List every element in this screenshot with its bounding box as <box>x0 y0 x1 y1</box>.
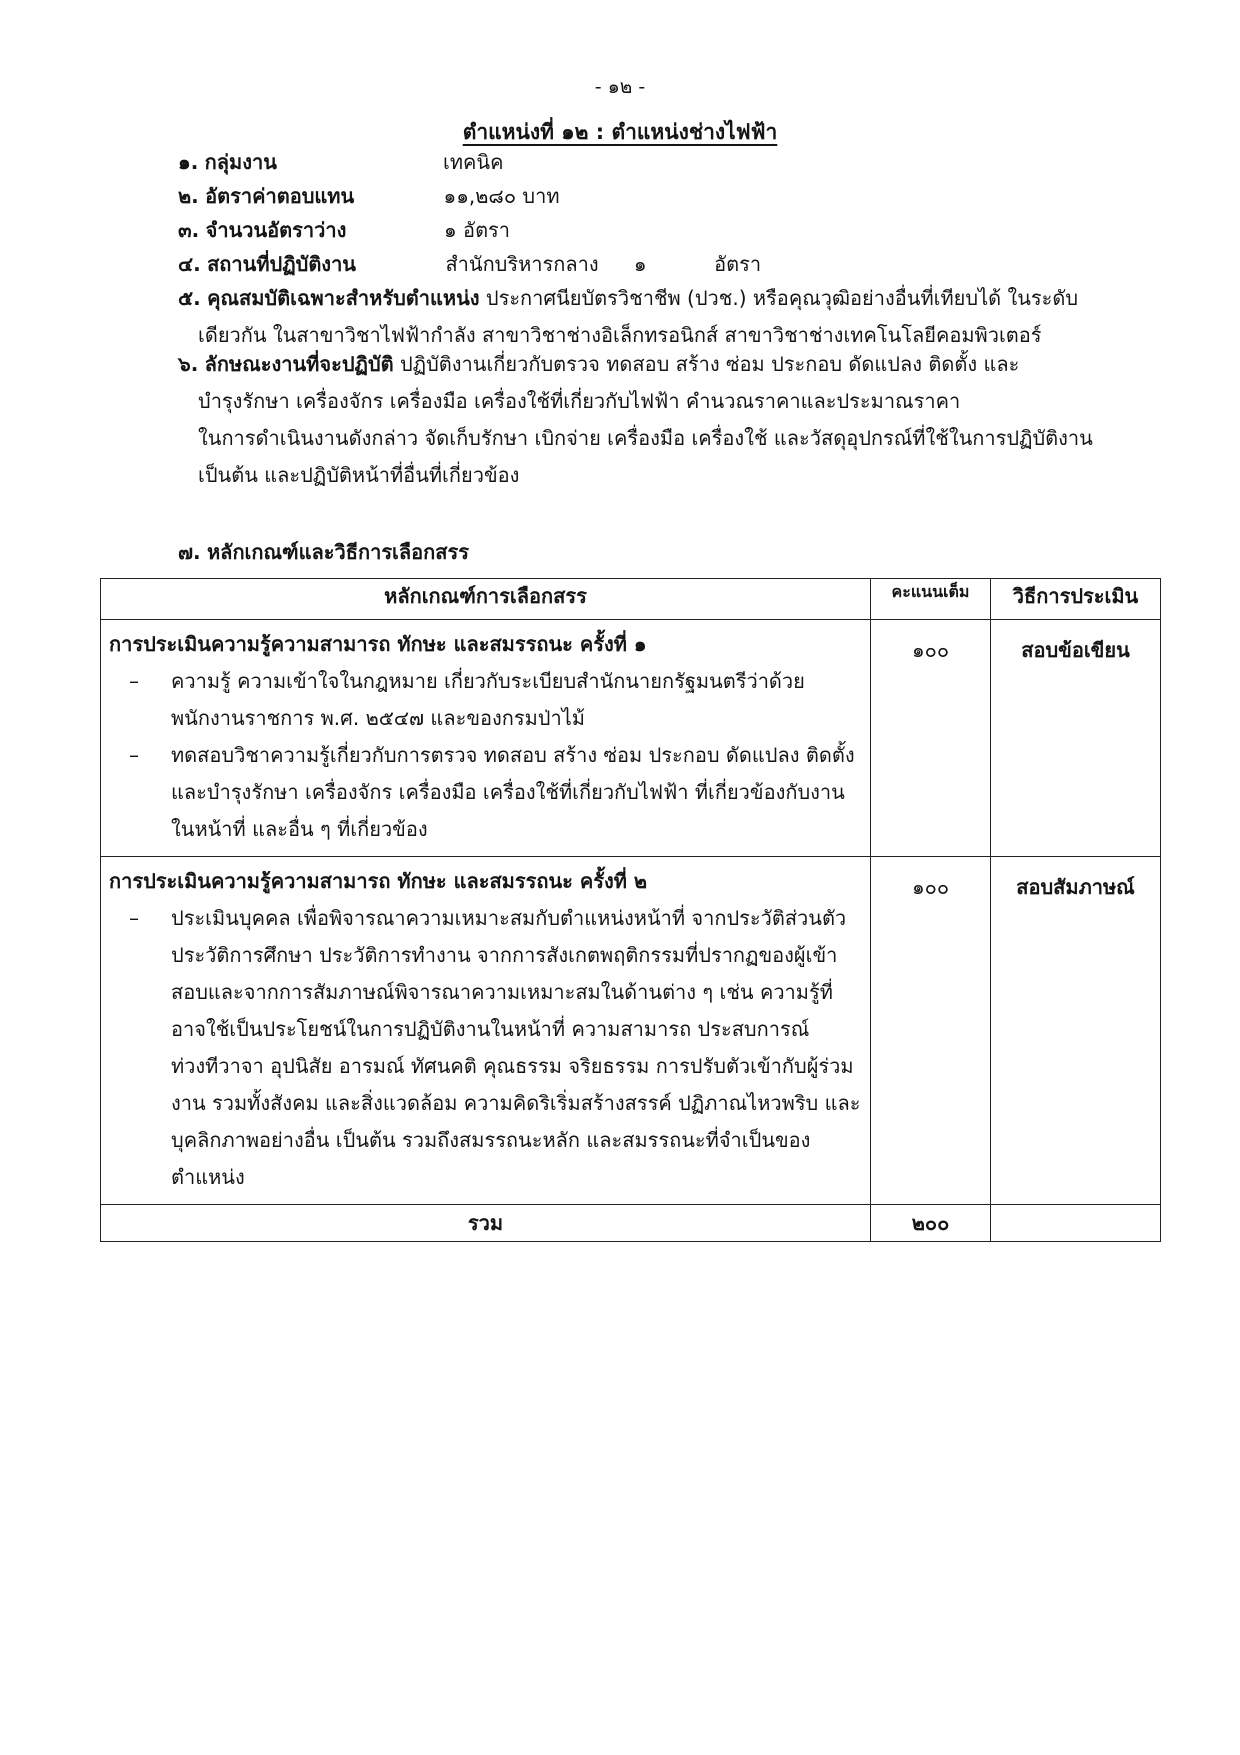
qualification-line-2: เดียวกัน ในสาขาวิชาไฟฟ้ากำลัง สาขาวิชาช่างอิเล็กทรอนิกส์ สาขาวิชาช่างเทคโนโลยีคอมพิวเตอร์ <box>198 323 1042 347</box>
item-label: จำนวนอัตราว่าง <box>205 218 347 242</box>
total-label: รวม <box>101 1205 871 1242</box>
item-label: สถานที่ปฏิบัติงาน <box>207 252 356 276</box>
item-unit: อัตรา <box>714 252 762 276</box>
item-work-group <box>178 146 503 178</box>
item-value: ๑ อัตรา <box>444 218 511 242</box>
item-number: ๒. <box>178 184 199 208</box>
table-row <box>101 857 1161 1205</box>
bullet-text: ประเมินบุคคล เพื่อพิจารณาความเหมาะสมกับตำแหน่งหน้าที่ จากประวัติส่วนตัว ประวัติการศึกษา ประวัติการทำงาน จากการสังเกตพฤติกรรมที่ปรากฏของผู้เข้าสอบและจากการสัมภาษณ์พิจารณาความเหมาะสมในด้านต่าง ๆ เช่น ความรู้ที่อาจใช้เป็นประโยชน์ในการปฏิบัติงานในหน้าที่ ความสามารถ ประสบการณ์ ท่วงทีวาจา อุปนิสัย อารมณ์ ทัศนคติ คุณธรรม จริยธรรม การปรับตัวเข้ากับผู้ร่วมงาน รวมทั้งสังคม และสิ่งแวดล้อม ความคิดริเริ่มสร้างสรรค์ ปฏิภาณไหวพริบ และบุคลิกภาพอย่างอื่น เป็นต้น รวมถึงสมรรถนะหลัก และสมรรถนะที่จำเป็นของตำแหน่ง <box>171 906 861 1189</box>
item-number: ๑. <box>178 150 199 174</box>
dash-bullet-icon: – <box>129 906 139 930</box>
bullet-text: ความรู้ ความเข้าใจในกฎหมาย เกี่ยวกับระเบียบสำนักนายกรัฐมนตรีว่าด้วยพนักงานราชการ พ.ศ. ๒๕๔๗ และของกรมป่าไม้ <box>171 669 805 730</box>
criteria-title: การประเมินความรู้ความสามารถ ทักษะ และสมรรถนะ ครั้งที่ ๒ <box>109 869 648 893</box>
item-vacancies <box>178 214 510 246</box>
criteria-bullets <box>109 900 862 1196</box>
item-number: ๓. <box>178 218 200 242</box>
score-cell: ๑๐๐ <box>871 857 991 1205</box>
total-row <box>101 1205 1161 1242</box>
duties-line-2: บำรุงรักษา เครื่องจักร เครื่องมือ เครื่องใช้ที่เกี่ยวกับไฟฟ้า คำนวณราคาและประมาณราคา <box>198 389 961 413</box>
header-criteria: หลักเกณฑ์การเลือกสรร <box>101 579 871 620</box>
item-value: สำนักบริหารกลาง <box>445 252 599 276</box>
item-label: อัตราค่าตอบแทน <box>205 184 355 208</box>
header-method: วิธีการประเมิน <box>991 579 1161 620</box>
duties-line-3: ในการดำเนินงานดังกล่าว จัดเก็บรักษา เบิกจ่าย เครื่องมือ เครื่องใช้ และวัสดุอุปกรณ์ที่ใช้ในการปฏิบัติงาน <box>198 426 1093 450</box>
header-score: คะแนนเต็ม <box>871 579 991 620</box>
qualification-line-1: ประกาศนียบัตรวิชาชีพ (ปวช.) หรือคุณวุฒิอย่างอื่นที่เทียบได้ ในระดับ <box>485 286 1079 310</box>
item-label: กลุ่มงาน <box>204 150 277 174</box>
bullet-text: ทดสอบวิชาความรู้เกี่ยวกับการตรวจ ทดสอบ สร้าง ซ่อม ประกอบ ดัดแปลง ติดตั้ง และบำรุงรักษา เครื่องจักร เครื่องมือ เครื่องใช้ที่เกี่ยวกับไฟฟ้า ที่เกี่ยวข้องกับงานในหน้าที่ และอื่น ๆ ที่เกี่ยวข้อง <box>171 743 855 841</box>
qualification-label: คุณสมบัติเฉพาะสำหรับตำแหน่ง <box>207 286 480 310</box>
dash-bullet-icon: – <box>129 669 139 693</box>
criteria-heading-label: หลักเกณฑ์และวิธีการเลือกสรร <box>207 540 469 564</box>
duties-section <box>178 346 1138 494</box>
item-number: ๕. <box>178 286 201 310</box>
duties-line-4: เป็นต้น และปฏิบัติหน้าที่อื่นที่เกี่ยวข้อง <box>198 463 520 487</box>
duties-line-1: ปฏิบัติงานเกี่ยวกับตรวจ ทดสอบ สร้าง ซ่อม ประกอบ ดัดแปลง ติดตั้ง และ <box>399 352 1020 376</box>
item-number: ๖. <box>178 352 199 376</box>
item-value: ๑๑,๒๘๐ บาท <box>443 184 560 208</box>
table-header-row <box>101 579 1161 620</box>
page-number: - ๑๒ - <box>594 76 646 98</box>
list-item <box>109 663 862 737</box>
table-row <box>101 620 1161 857</box>
item-number: ๗. <box>178 540 201 564</box>
selection-criteria-table <box>100 578 1161 1242</box>
position-heading-text: ตำแหน่งที่ ๑๒ : ตำแหน่งช่างไฟฟ้า <box>462 120 778 144</box>
item-workplace <box>178 248 761 280</box>
criteria-title: การประเมินความรู้ความสามารถ ทักษะ และสมรรถนะ ครั้งที่ ๑ <box>109 632 647 656</box>
qualification-section <box>178 280 1138 354</box>
item-compensation <box>178 180 560 212</box>
criteria-cell <box>101 857 871 1205</box>
list-item <box>109 900 862 1196</box>
total-score: ๒๐๐ <box>871 1205 991 1242</box>
criteria-cell <box>101 620 871 857</box>
score-cell: ๑๐๐ <box>871 620 991 857</box>
dash-bullet-icon: – <box>129 743 139 767</box>
criteria-bullets <box>109 663 862 848</box>
method-cell: สอบข้อเขียน <box>991 620 1161 857</box>
list-item <box>109 737 862 848</box>
item-value: เทคนิค <box>443 150 504 174</box>
total-method <box>991 1205 1161 1242</box>
item-count: ๑ <box>633 252 647 276</box>
criteria-heading <box>178 536 469 568</box>
duties-label: ลักษณะงานที่จะปฏิบัติ <box>204 352 394 376</box>
method-cell: สอบสัมภาษณ์ <box>991 857 1161 1205</box>
item-number: ๔. <box>178 252 201 276</box>
position-heading <box>0 116 1240 149</box>
